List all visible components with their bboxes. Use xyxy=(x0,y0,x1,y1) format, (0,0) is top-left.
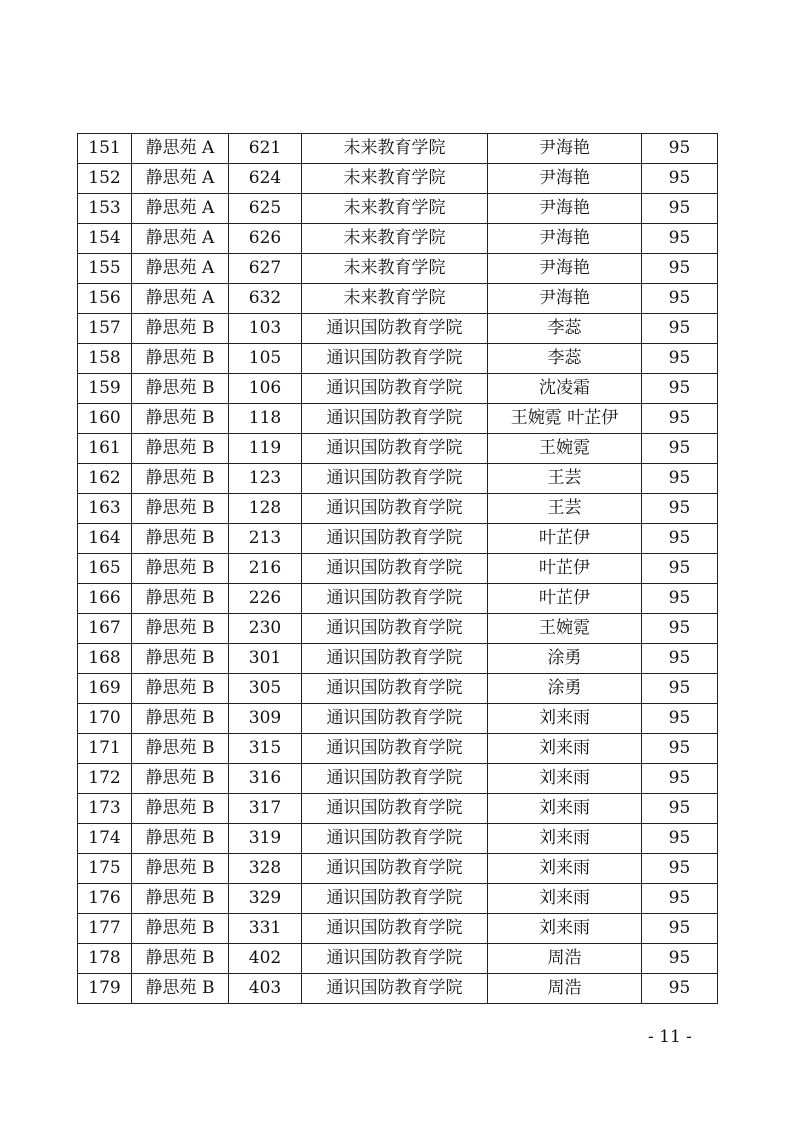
room-cell: 105 xyxy=(229,344,302,374)
row-number-cell: 171 xyxy=(78,734,132,764)
college-cell: 未来教育学院 xyxy=(302,194,488,224)
page-number: - 11 - xyxy=(648,1027,692,1047)
room-cell: 128 xyxy=(229,494,302,524)
college-cell: 通识国防教育学院 xyxy=(302,824,488,854)
table-row xyxy=(78,614,718,644)
row-number-cell: 168 xyxy=(78,644,132,674)
building-cell: 静思苑 B xyxy=(132,974,229,1004)
name-cell: 李蕊 xyxy=(488,344,642,374)
room-cell: 317 xyxy=(229,794,302,824)
table-row xyxy=(78,404,718,434)
college-cell: 通识国防教育学院 xyxy=(302,884,488,914)
table-row xyxy=(78,584,718,614)
name-cell: 刘来雨 xyxy=(488,734,642,764)
score-cell: 95 xyxy=(642,524,718,554)
college-cell: 通识国防教育学院 xyxy=(302,854,488,884)
room-cell: 632 xyxy=(229,284,302,314)
table-row xyxy=(78,704,718,734)
room-cell: 319 xyxy=(229,824,302,854)
score-cell: 95 xyxy=(642,794,718,824)
row-number-cell: 161 xyxy=(78,434,132,464)
row-number-cell: 156 xyxy=(78,284,132,314)
table-row xyxy=(78,794,718,824)
table-row xyxy=(78,674,718,704)
name-cell: 叶芷伊 xyxy=(488,524,642,554)
row-number-cell: 153 xyxy=(78,194,132,224)
score-cell: 95 xyxy=(642,494,718,524)
name-cell: 涂勇 xyxy=(488,644,642,674)
building-cell: 静思苑 B xyxy=(132,824,229,854)
building-cell: 静思苑 B xyxy=(132,404,229,434)
name-cell: 王婉霓 叶芷伊 xyxy=(488,404,642,434)
name-cell: 王芸 xyxy=(488,464,642,494)
name-cell: 尹海艳 xyxy=(488,224,642,254)
room-cell: 329 xyxy=(229,884,302,914)
name-cell: 王婉霓 xyxy=(488,614,642,644)
row-number-cell: 154 xyxy=(78,224,132,254)
table-row xyxy=(78,914,718,944)
score-cell: 95 xyxy=(642,344,718,374)
name-cell: 尹海艳 xyxy=(488,284,642,314)
building-cell: 静思苑 A xyxy=(132,254,229,284)
building-cell: 静思苑 B xyxy=(132,674,229,704)
name-cell: 周浩 xyxy=(488,974,642,1004)
name-cell: 沈凌霜 xyxy=(488,374,642,404)
score-cell: 95 xyxy=(642,884,718,914)
score-cell: 95 xyxy=(642,254,718,284)
table-body xyxy=(78,134,718,1004)
score-cell: 95 xyxy=(642,404,718,434)
name-cell: 涂勇 xyxy=(488,674,642,704)
table-row xyxy=(78,134,718,164)
name-cell: 周浩 xyxy=(488,944,642,974)
table-row xyxy=(78,224,718,254)
building-cell: 静思苑 B xyxy=(132,734,229,764)
college-cell: 通识国防教育学院 xyxy=(302,644,488,674)
college-cell: 未来教育学院 xyxy=(302,134,488,164)
table-row xyxy=(78,434,718,464)
table-row xyxy=(78,644,718,674)
college-cell: 通识国防教育学院 xyxy=(302,434,488,464)
row-number-cell: 162 xyxy=(78,464,132,494)
building-cell: 静思苑 B xyxy=(132,644,229,674)
table-row xyxy=(78,314,718,344)
score-cell: 95 xyxy=(642,764,718,794)
building-cell: 静思苑 B xyxy=(132,344,229,374)
score-cell: 95 xyxy=(642,644,718,674)
college-cell: 通识国防教育学院 xyxy=(302,584,488,614)
table-row xyxy=(78,884,718,914)
room-cell: 213 xyxy=(229,524,302,554)
score-cell: 95 xyxy=(642,614,718,644)
table-row xyxy=(78,554,718,584)
score-cell: 95 xyxy=(642,584,718,614)
score-cell: 95 xyxy=(642,314,718,344)
building-cell: 静思苑 B xyxy=(132,554,229,584)
building-cell: 静思苑 A xyxy=(132,134,229,164)
building-cell: 静思苑 B xyxy=(132,314,229,344)
name-cell: 尹海艳 xyxy=(488,254,642,284)
name-cell: 刘来雨 xyxy=(488,704,642,734)
name-cell: 叶芷伊 xyxy=(488,584,642,614)
row-number-cell: 173 xyxy=(78,794,132,824)
college-cell: 通识国防教育学院 xyxy=(302,494,488,524)
score-cell: 95 xyxy=(642,854,718,884)
room-cell: 230 xyxy=(229,614,302,644)
row-number-cell: 165 xyxy=(78,554,132,584)
row-number-cell: 160 xyxy=(78,404,132,434)
row-number-cell: 177 xyxy=(78,914,132,944)
college-cell: 通识国防教育学院 xyxy=(302,344,488,374)
room-cell: 103 xyxy=(229,314,302,344)
row-number-cell: 158 xyxy=(78,344,132,374)
building-cell: 静思苑 A xyxy=(132,284,229,314)
college-cell: 通识国防教育学院 xyxy=(302,704,488,734)
college-cell: 通识国防教育学院 xyxy=(302,734,488,764)
name-cell: 刘来雨 xyxy=(488,764,642,794)
name-cell: 尹海艳 xyxy=(488,194,642,224)
building-cell: 静思苑 B xyxy=(132,524,229,554)
college-cell: 未来教育学院 xyxy=(302,164,488,194)
room-cell: 119 xyxy=(229,434,302,464)
room-cell: 315 xyxy=(229,734,302,764)
room-cell: 402 xyxy=(229,944,302,974)
score-cell: 95 xyxy=(642,674,718,704)
room-cell: 627 xyxy=(229,254,302,284)
name-cell: 刘来雨 xyxy=(488,914,642,944)
row-number-cell: 155 xyxy=(78,254,132,284)
room-cell: 403 xyxy=(229,974,302,1004)
table-row xyxy=(78,944,718,974)
score-cell: 95 xyxy=(642,554,718,584)
score-cell: 95 xyxy=(642,944,718,974)
room-cell: 301 xyxy=(229,644,302,674)
college-cell: 通识国防教育学院 xyxy=(302,764,488,794)
building-cell: 静思苑 A xyxy=(132,164,229,194)
room-cell: 624 xyxy=(229,164,302,194)
building-cell: 静思苑 B xyxy=(132,614,229,644)
row-number-cell: 176 xyxy=(78,884,132,914)
table-row xyxy=(78,194,718,224)
room-cell: 625 xyxy=(229,194,302,224)
college-cell: 通识国防教育学院 xyxy=(302,974,488,1004)
building-cell: 静思苑 B xyxy=(132,854,229,884)
score-cell: 95 xyxy=(642,974,718,1004)
name-cell: 刘来雨 xyxy=(488,884,642,914)
building-cell: 静思苑 B xyxy=(132,374,229,404)
room-cell: 328 xyxy=(229,854,302,884)
college-cell: 通识国防教育学院 xyxy=(302,524,488,554)
row-number-cell: 172 xyxy=(78,764,132,794)
room-cell: 626 xyxy=(229,224,302,254)
college-cell: 未来教育学院 xyxy=(302,284,488,314)
row-number-cell: 166 xyxy=(78,584,132,614)
building-cell: 静思苑 B xyxy=(132,884,229,914)
name-cell: 尹海艳 xyxy=(488,134,642,164)
name-cell: 叶芷伊 xyxy=(488,554,642,584)
row-number-cell: 152 xyxy=(78,164,132,194)
name-cell: 李蕊 xyxy=(488,314,642,344)
row-number-cell: 179 xyxy=(78,974,132,1004)
building-cell: 静思苑 B xyxy=(132,914,229,944)
college-cell: 通识国防教育学院 xyxy=(302,944,488,974)
college-cell: 通识国防教育学院 xyxy=(302,314,488,344)
name-cell: 王芸 xyxy=(488,494,642,524)
score-cell: 95 xyxy=(642,224,718,254)
table-row xyxy=(78,854,718,884)
row-number-cell: 174 xyxy=(78,824,132,854)
score-cell: 95 xyxy=(642,704,718,734)
building-cell: 静思苑 B xyxy=(132,794,229,824)
college-cell: 通识国防教育学院 xyxy=(302,554,488,584)
table-row xyxy=(78,464,718,494)
room-cell: 309 xyxy=(229,704,302,734)
college-cell: 通识国防教育学院 xyxy=(302,404,488,434)
row-number-cell: 178 xyxy=(78,944,132,974)
row-number-cell: 164 xyxy=(78,524,132,554)
table-row xyxy=(78,164,718,194)
building-cell: 静思苑 B xyxy=(132,704,229,734)
score-cell: 95 xyxy=(642,284,718,314)
table-row xyxy=(78,284,718,314)
score-cell: 95 xyxy=(642,194,718,224)
building-cell: 静思苑 A xyxy=(132,224,229,254)
name-cell: 尹海艳 xyxy=(488,164,642,194)
row-number-cell: 167 xyxy=(78,614,132,644)
name-cell: 王婉霓 xyxy=(488,434,642,464)
table-row xyxy=(78,374,718,404)
building-cell: 静思苑 B xyxy=(132,584,229,614)
score-cell: 95 xyxy=(642,434,718,464)
score-cell: 95 xyxy=(642,914,718,944)
table-row xyxy=(78,494,718,524)
room-cell: 316 xyxy=(229,764,302,794)
score-cell: 95 xyxy=(642,134,718,164)
college-cell: 通识国防教育学院 xyxy=(302,374,488,404)
building-cell: 静思苑 A xyxy=(132,194,229,224)
building-cell: 静思苑 B xyxy=(132,434,229,464)
table-row xyxy=(78,344,718,374)
college-cell: 通识国防教育学院 xyxy=(302,674,488,704)
row-number-cell: 163 xyxy=(78,494,132,524)
score-cell: 95 xyxy=(642,734,718,764)
room-cell: 621 xyxy=(229,134,302,164)
row-number-cell: 175 xyxy=(78,854,132,884)
name-cell: 刘来雨 xyxy=(488,854,642,884)
college-cell: 未来教育学院 xyxy=(302,254,488,284)
score-cell: 95 xyxy=(642,464,718,494)
building-cell: 静思苑 B xyxy=(132,464,229,494)
college-cell: 通识国防教育学院 xyxy=(302,794,488,824)
college-cell: 未来教育学院 xyxy=(302,224,488,254)
college-cell: 通识国防教育学院 xyxy=(302,914,488,944)
row-number-cell: 170 xyxy=(78,704,132,734)
row-number-cell: 151 xyxy=(78,134,132,164)
name-cell: 刘来雨 xyxy=(488,794,642,824)
table-row xyxy=(78,524,718,554)
score-cell: 95 xyxy=(642,164,718,194)
table-row xyxy=(78,824,718,854)
room-cell: 305 xyxy=(229,674,302,704)
building-cell: 静思苑 B xyxy=(132,494,229,524)
room-cell: 106 xyxy=(229,374,302,404)
row-number-cell: 157 xyxy=(78,314,132,344)
table-row xyxy=(78,764,718,794)
room-cell: 118 xyxy=(229,404,302,434)
building-cell: 静思苑 B xyxy=(132,764,229,794)
score-cell: 95 xyxy=(642,824,718,854)
row-number-cell: 159 xyxy=(78,374,132,404)
college-cell: 通识国防教育学院 xyxy=(302,464,488,494)
building-cell: 静思苑 B xyxy=(132,944,229,974)
table-row xyxy=(78,974,718,1004)
room-cell: 226 xyxy=(229,584,302,614)
room-cell: 331 xyxy=(229,914,302,944)
college-cell: 通识国防教育学院 xyxy=(302,614,488,644)
name-cell: 刘来雨 xyxy=(488,824,642,854)
room-cell: 123 xyxy=(229,464,302,494)
data-table xyxy=(77,133,718,1004)
table-row xyxy=(78,734,718,764)
score-cell: 95 xyxy=(642,374,718,404)
table-row xyxy=(78,254,718,284)
room-cell: 216 xyxy=(229,554,302,584)
row-number-cell: 169 xyxy=(78,674,132,704)
